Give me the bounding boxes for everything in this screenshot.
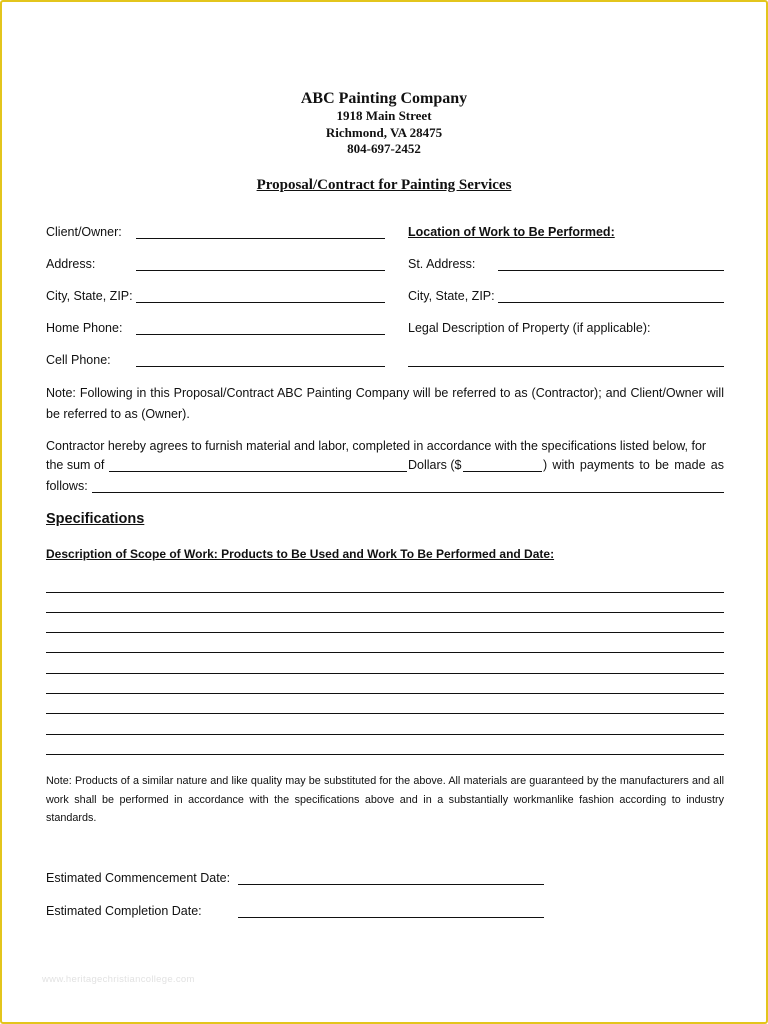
address-label: Address: bbox=[46, 257, 96, 271]
payments-label: ) with payments to be made as bbox=[543, 458, 724, 472]
client-city-state-zip-label: City, State, ZIP: bbox=[46, 289, 133, 303]
dollars-label: Dollars ($ bbox=[408, 458, 462, 472]
scope-line[interactable] bbox=[46, 652, 724, 653]
scope-line[interactable] bbox=[46, 713, 724, 714]
scope-line[interactable] bbox=[46, 632, 724, 633]
company-city-state-zip: Richmond, VA 28475 bbox=[325, 125, 443, 140]
agreement-line-1: Contractor hereby agrees to furnish material and labor, completed in accordance with the specifications listed below, for bbox=[46, 439, 707, 453]
scope-line[interactable] bbox=[46, 754, 724, 755]
commencement-date-label: Estimated Commencement Date: bbox=[46, 871, 231, 885]
completion-date-label: Estimated Completion Date: bbox=[46, 904, 202, 918]
st-address-field[interactable] bbox=[498, 270, 724, 271]
company-phone: 804-697-2452 bbox=[347, 141, 421, 156]
the-sum-of-label: the sum of bbox=[46, 458, 105, 472]
scope-heading: Description of Scope of Work: Products to Be Used and Work To Be Performed and Date: bbox=[46, 547, 555, 561]
scope-line[interactable] bbox=[46, 693, 724, 694]
note-parties: Note: Following in this Proposal/Contract ABC Painting Company will be referred to as (Contractor); and Client/Owner will be referred to as (Owner). bbox=[46, 386, 724, 421]
commencement-date-field[interactable] bbox=[238, 884, 544, 885]
follows-label: follows: bbox=[46, 479, 88, 493]
note-products: Note: Products of a similar nature and like quality may be substituted for the above. All materials are guaranteed by the manufacturers and all work shall be performed in accordance with the specifications above and in a substantially workmanlike fashion according to industry standards. bbox=[46, 775, 724, 824]
specifications-heading: Specifications bbox=[46, 511, 145, 527]
sum-words-field[interactable] bbox=[109, 471, 407, 472]
payment-terms-field[interactable] bbox=[92, 492, 724, 493]
location-city-state-zip-field[interactable] bbox=[498, 302, 724, 303]
location-city-state-zip-label: City, State, ZIP: bbox=[408, 289, 495, 303]
cell-phone-label: Cell Phone: bbox=[46, 353, 111, 367]
client-owner-label: Client/Owner: bbox=[46, 225, 122, 239]
home-phone-label: Home Phone: bbox=[46, 321, 123, 335]
legal-description-field[interactable] bbox=[408, 366, 724, 367]
cell-phone-field[interactable] bbox=[136, 366, 385, 367]
company-name: ABC Painting Company bbox=[300, 90, 468, 107]
address-field[interactable] bbox=[136, 270, 385, 271]
scope-line[interactable] bbox=[46, 734, 724, 735]
client-city-state-zip-field[interactable] bbox=[136, 302, 385, 303]
legal-description-label: Legal Description of Property (if applicable): bbox=[408, 321, 651, 335]
client-owner-field[interactable] bbox=[136, 238, 385, 239]
sum-amount-field[interactable] bbox=[463, 471, 542, 472]
watermark: www.heritagechristiancollege.com bbox=[42, 974, 195, 985]
completion-date-field[interactable] bbox=[238, 917, 544, 918]
home-phone-field[interactable] bbox=[136, 334, 385, 335]
st-address-label: St. Address: bbox=[408, 257, 476, 271]
scope-line[interactable] bbox=[46, 612, 724, 613]
location-heading: Location of Work to Be Performed: bbox=[408, 225, 615, 239]
form-title: Proposal/Contract for Painting Services bbox=[256, 177, 512, 193]
scope-line[interactable] bbox=[46, 592, 724, 593]
company-street: 1918 Main Street bbox=[336, 108, 432, 123]
scope-line[interactable] bbox=[46, 673, 724, 674]
